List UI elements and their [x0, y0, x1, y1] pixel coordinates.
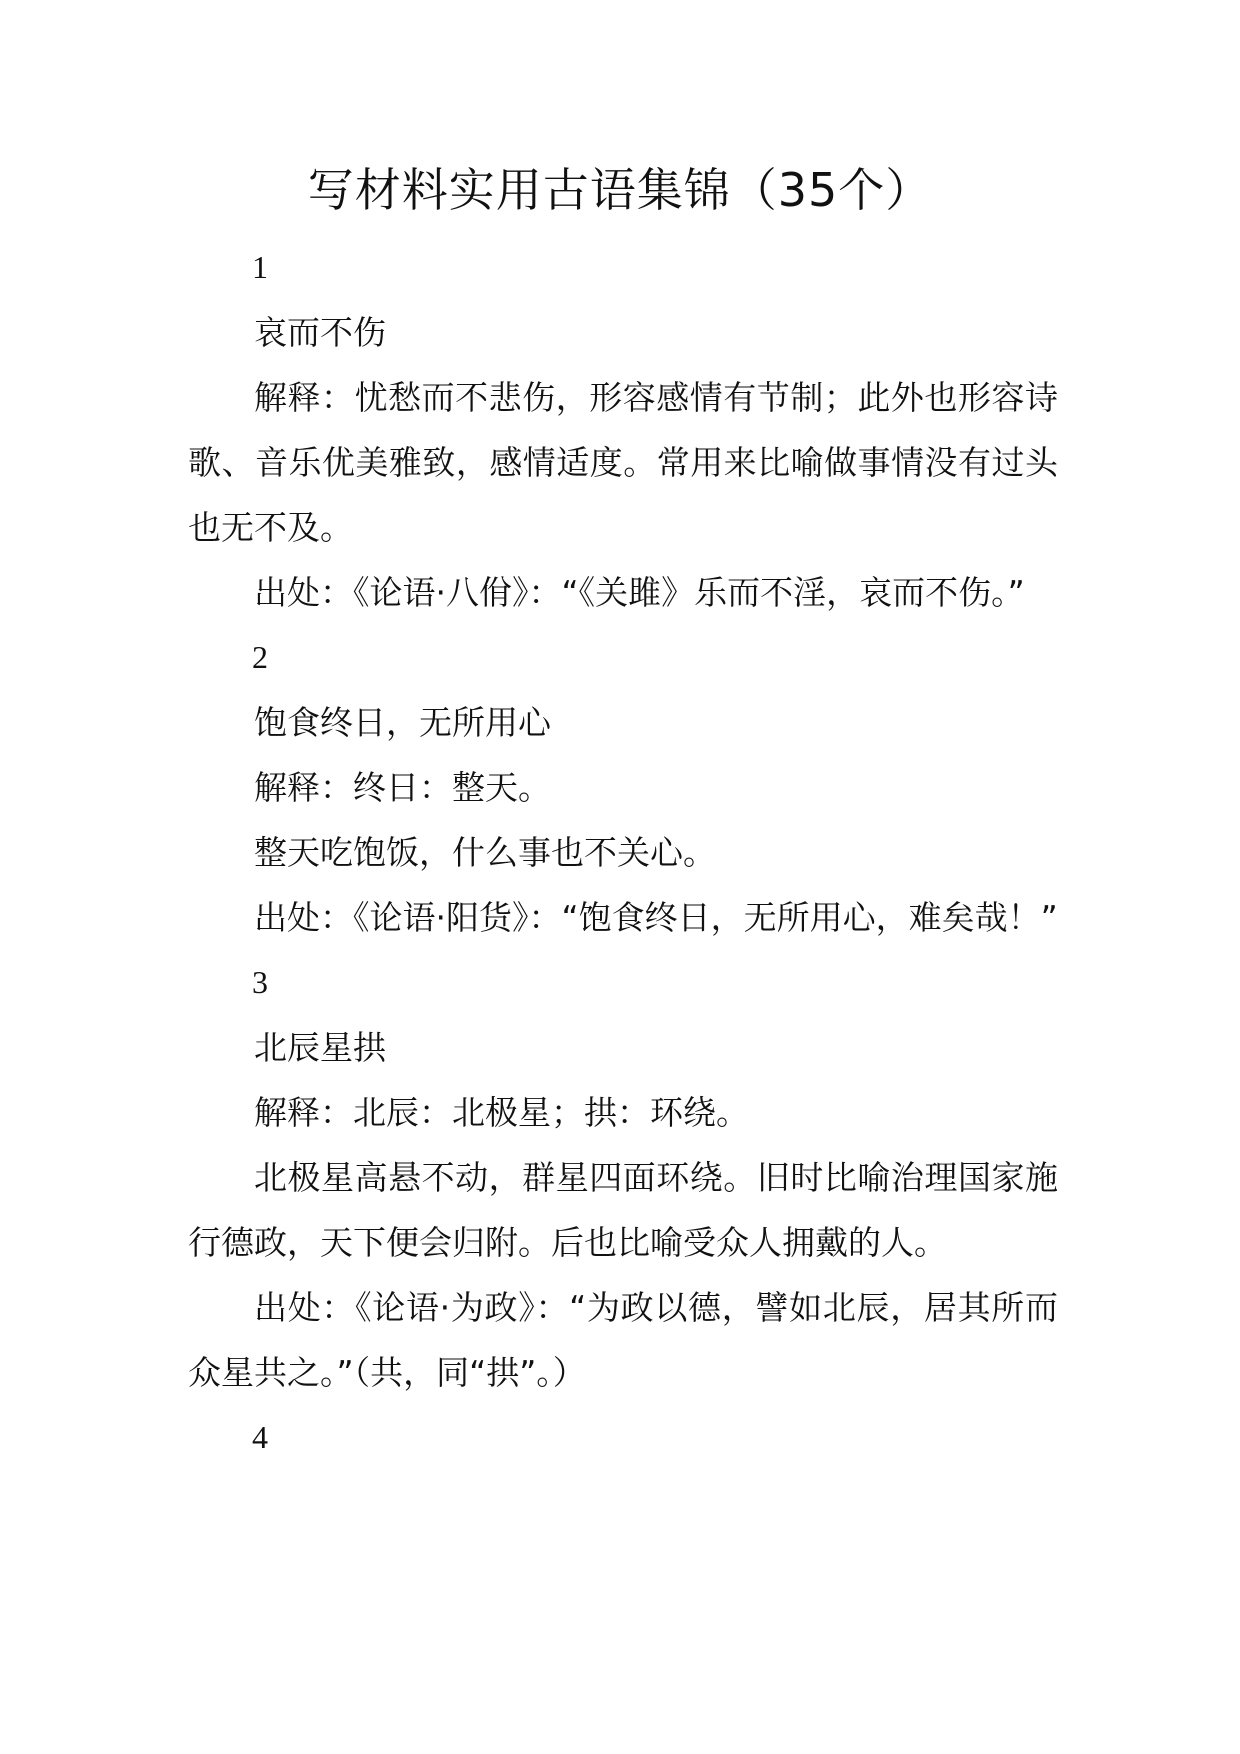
- section-paragraph: 解释：终日：整天。: [254, 768, 551, 807]
- section-phrase: 哀而不伤: [254, 313, 386, 352]
- section-paragraph: 解释：忧愁而不悲伤，形容感情有节制；此外也形容诗歌、音乐优美雅致，感情适度。常用来比喻做事情没有过头也无不及。: [188, 378, 1058, 547]
- section-paragraph: 出处：《论语·为政》：“为政以德，譬如北辰，居其所而众星共之。”（共，同“拱”。）: [188, 1288, 1058, 1392]
- page-title: 写材料实用古语集锦（35个）: [307, 163, 933, 217]
- section-phrase: 北辰星拱: [254, 1028, 386, 1067]
- section-number: 4: [252, 1419, 268, 1455]
- section-phrase: 饱食终日，无所用心: [254, 703, 551, 742]
- section-paragraph: 出处：《论语·阳货》：“饱食终日，无所用心，难矣哉！”: [254, 898, 1058, 937]
- section-number: 3: [252, 964, 268, 1000]
- section-paragraph: 整天吃饱饭，什么事也不关心。: [254, 833, 716, 872]
- section-paragraph: 出处：《论语·八佾》：“《关雎》乐而不淫，哀而不伤。”: [254, 573, 1025, 612]
- section-number: 2: [252, 639, 268, 675]
- document-body: [188, 235, 1058, 1470]
- section-paragraph: 解释：北辰：北极星；拱：环绕。: [254, 1093, 749, 1132]
- section-number: 1: [252, 249, 268, 285]
- section-paragraph: 北极星高悬不动，群星四面环绕。旧时比喻治理国家施行德政，天下便会归附。后也比喻受众人拥戴的人。: [188, 1158, 1058, 1262]
